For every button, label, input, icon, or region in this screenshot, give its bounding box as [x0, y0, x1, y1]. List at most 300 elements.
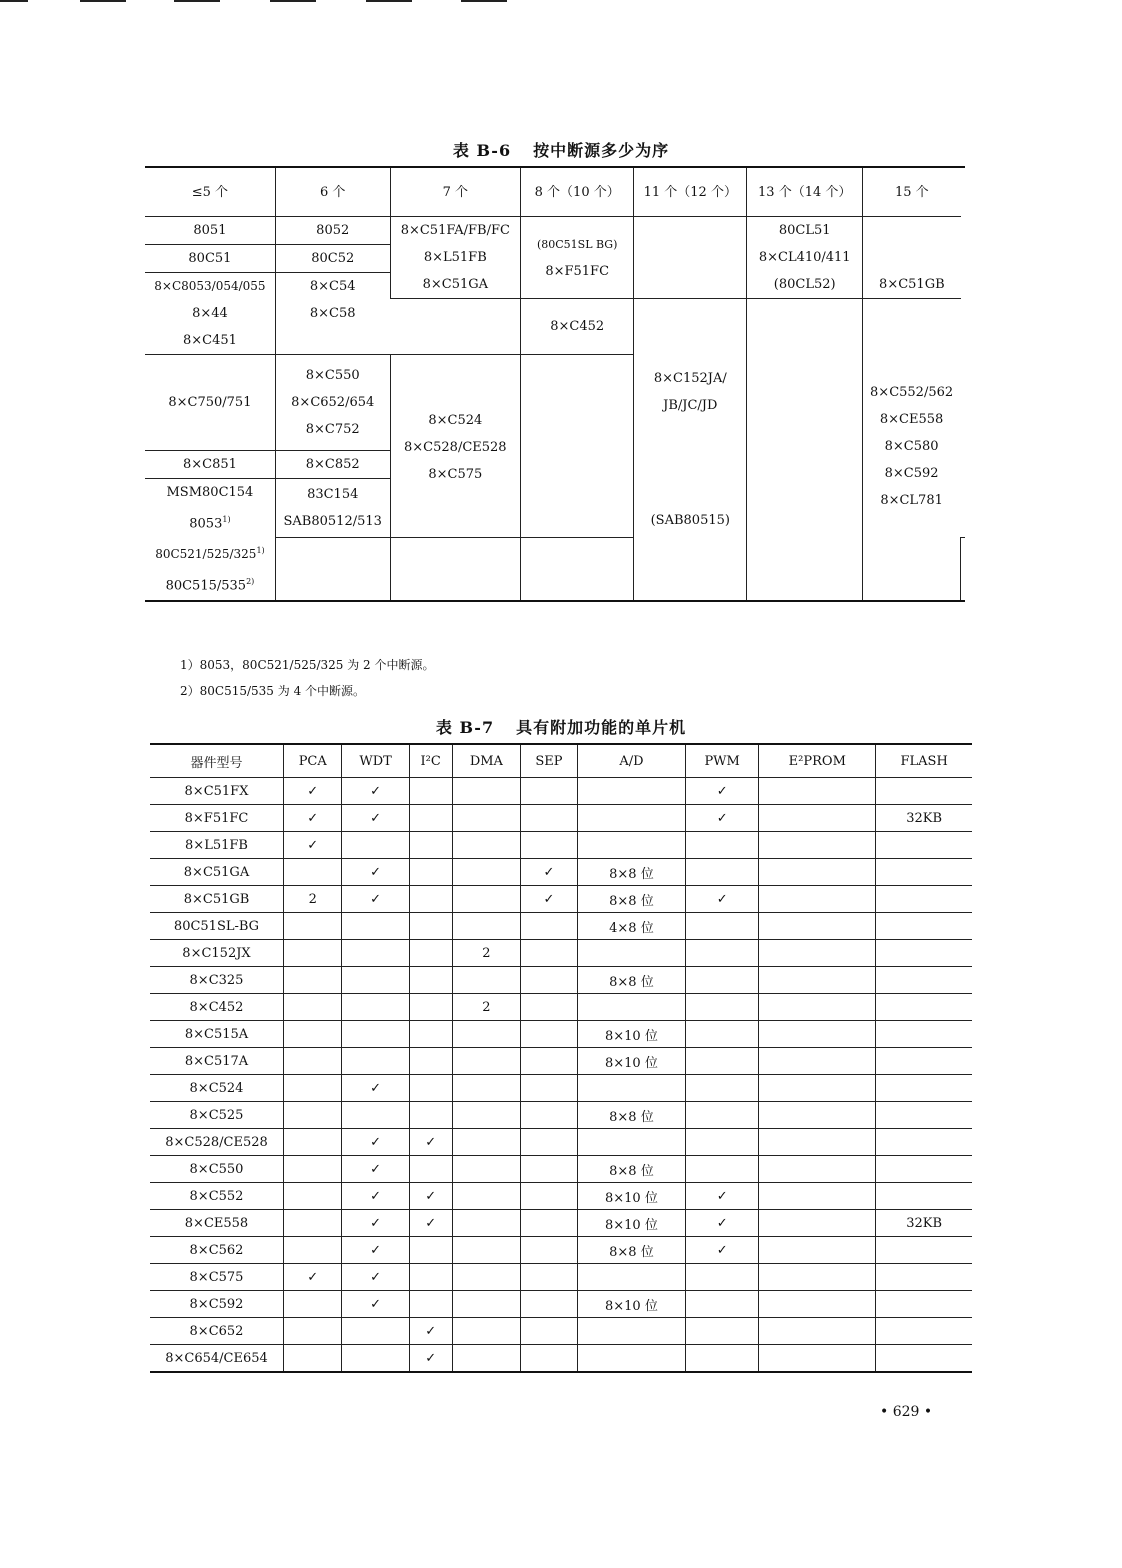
- t7-cell: [686, 1102, 759, 1129]
- t6-cell-empty: [521, 537, 634, 601]
- check-mark-cell: ✓: [342, 1075, 409, 1102]
- check-mark-cell: ✓: [342, 1291, 409, 1318]
- t7-cell: [342, 1048, 409, 1075]
- check-mark-cell: ✓: [284, 805, 342, 832]
- t7-model-cell: 8×C515A: [150, 1021, 284, 1048]
- t7-cell: [759, 778, 876, 805]
- table-row: [150, 1210, 972, 1237]
- t7-cell: [577, 805, 685, 832]
- t6-cell: 8×C452: [521, 299, 634, 355]
- check-mark-cell: ✓: [342, 1264, 409, 1291]
- t7-model-cell: 8×C325: [150, 967, 284, 994]
- table-b7-number: 表 B-7: [435, 718, 495, 737]
- t7-cell: [759, 1156, 876, 1183]
- t7-cell: 8×8 位: [577, 886, 685, 913]
- t7-cell: [284, 1102, 342, 1129]
- table-b6-caption: [0, 138, 1122, 161]
- t7-model-cell: 8×C654/CE654: [150, 1345, 284, 1373]
- t7-cell: [686, 832, 759, 859]
- t7-model-cell: 8×C652: [150, 1318, 284, 1345]
- t7-cell: [452, 859, 521, 886]
- t7-cell: [342, 940, 409, 967]
- t7-cell: [521, 940, 578, 967]
- t6-header-cell: 6 个: [275, 167, 390, 217]
- t7-cell: [759, 994, 876, 1021]
- table-row: [150, 886, 972, 913]
- table-row: [150, 913, 972, 940]
- t7-cell: [452, 1318, 521, 1345]
- t7-cell: [452, 913, 521, 940]
- t6-line: (80CL52): [773, 277, 836, 292]
- t7-cell: [409, 913, 452, 940]
- table-b6: [145, 166, 965, 602]
- t6-cell-c2-group: [275, 273, 390, 355]
- t7-model-cell: 8×C452: [150, 994, 284, 1021]
- t7-cell: 8×8 位: [577, 1156, 685, 1183]
- check-mark-cell: ✓: [342, 1210, 409, 1237]
- t6-line: 80CL51: [778, 223, 831, 238]
- t7-cell: [759, 886, 876, 913]
- t7-model-cell: 8×L51FB: [150, 832, 284, 859]
- t7-cell: [409, 1264, 452, 1291]
- t7-cell: [521, 967, 578, 994]
- t7-cell: [452, 1345, 521, 1373]
- t6-cell-empty: [961, 537, 966, 601]
- t6-cell: 8×C750/751: [145, 355, 275, 451]
- t6-line: 8×C58: [309, 306, 356, 321]
- t7-cell: [284, 1048, 342, 1075]
- t7-cell: [521, 805, 578, 832]
- t7-cell: [876, 778, 972, 805]
- t7-cell: [759, 1318, 876, 1345]
- t7-header-cell: SEP: [521, 744, 578, 778]
- t7-cell: [409, 1156, 452, 1183]
- t7-cell: [686, 1291, 759, 1318]
- t7-cell: [577, 778, 685, 805]
- t7-cell: [409, 940, 452, 967]
- t7-cell: [284, 1237, 342, 1264]
- t7-cell: [876, 859, 972, 886]
- t7-cell: [452, 1210, 521, 1237]
- t7-cell: [284, 994, 342, 1021]
- t7-cell: [452, 1048, 521, 1075]
- t7-model-cell: 8×C517A: [150, 1048, 284, 1075]
- t6-line: 8×C54: [309, 279, 356, 294]
- t7-cell: [452, 1156, 521, 1183]
- t7-cell: [342, 994, 409, 1021]
- t7-cell: [686, 940, 759, 967]
- t7-cell: 8×10 位: [577, 1183, 685, 1210]
- t6-cell-c2-group2: [275, 355, 390, 451]
- t7-cell: [452, 1237, 521, 1264]
- t7-cell: [521, 1237, 578, 1264]
- t7-cell: [452, 1021, 521, 1048]
- t7-cell: [409, 1075, 452, 1102]
- t7-cell: [409, 832, 452, 859]
- t6-line: JB/JC/JD: [663, 397, 718, 413]
- top-edge-marks: [0, 0, 1122, 4]
- t7-cell: [452, 1264, 521, 1291]
- t6-text: 8053: [189, 516, 223, 532]
- t7-model-cell: 8×C51FX: [150, 778, 284, 805]
- t6-line: 8×C552/562: [870, 385, 954, 400]
- t7-cell: [759, 1102, 876, 1129]
- check-mark-cell: ✓: [342, 1156, 409, 1183]
- t7-cell: [409, 859, 452, 886]
- t7-cell: 8×10 位: [577, 1210, 685, 1237]
- t6-footnote-mark: 2): [246, 577, 255, 587]
- t7-cell: [284, 1291, 342, 1318]
- t7-cell: [759, 832, 876, 859]
- t7-cell: [342, 1318, 409, 1345]
- table-b6-number: 表 B-6: [452, 141, 512, 160]
- t6-header-cell: 7 个: [390, 167, 520, 217]
- t7-cell: [521, 832, 578, 859]
- table-b6-title: 按中断源多少为序: [533, 141, 670, 160]
- t7-cell: [284, 1183, 342, 1210]
- t7-cell: [686, 913, 759, 940]
- t6-line-80c515: [147, 568, 273, 599]
- t7-cell: [876, 1183, 972, 1210]
- t7-cell: [876, 1345, 972, 1373]
- t7-header-cell: PCA: [284, 744, 342, 778]
- table-row: [150, 1291, 972, 1318]
- t7-cell: [759, 1183, 876, 1210]
- t6-cell-c1-group2: [145, 479, 275, 601]
- footnote-2: 2）80C515/535 为 4 个中断源。: [180, 684, 366, 698]
- t6-cell-empty: [390, 299, 520, 355]
- t7-cell: [521, 1183, 578, 1210]
- t6-cell-empty: [275, 537, 390, 601]
- t7-cell: [577, 1345, 685, 1373]
- t6-cell: 8×C852: [275, 451, 390, 479]
- t6-line: (SAB80515): [650, 512, 730, 528]
- t7-cell: [342, 967, 409, 994]
- t6-line: 8×C550: [305, 368, 360, 383]
- check-mark-cell: ✓: [409, 1210, 452, 1237]
- check-mark-cell: ✓: [521, 886, 578, 913]
- t7-cell: [521, 1075, 578, 1102]
- t6-line: 8×C51GB: [879, 277, 945, 292]
- check-mark-cell: ✓: [686, 886, 759, 913]
- t7-cell: [521, 778, 578, 805]
- t7-cell: [759, 805, 876, 832]
- t7-cell: [521, 1264, 578, 1291]
- t7-cell: [284, 1318, 342, 1345]
- check-mark-cell: ✓: [686, 1237, 759, 1264]
- t6-line: 8×C524: [428, 413, 483, 428]
- t7-cell: [876, 1048, 972, 1075]
- t7-cell: 8×10 位: [577, 1291, 685, 1318]
- t7-cell: 8×8 位: [577, 1102, 685, 1129]
- t7-cell: [521, 1210, 578, 1237]
- check-mark-cell: ✓: [284, 1264, 342, 1291]
- table-row: [150, 1183, 972, 1210]
- t7-model-cell: 8×C552: [150, 1183, 284, 1210]
- t7-cell: [342, 1345, 409, 1373]
- table-row: [150, 778, 972, 805]
- t7-header-cell: PWM: [686, 744, 759, 778]
- t7-model-cell: 8×C575: [150, 1264, 284, 1291]
- check-mark-cell: ✓: [409, 1129, 452, 1156]
- t6-cell: 80C51: [145, 245, 275, 273]
- t7-cell: [876, 1021, 972, 1048]
- t6-footnote-mark: 1): [222, 515, 231, 524]
- t6-cell-c3-group2: [390, 355, 520, 538]
- t7-cell: [686, 1048, 759, 1075]
- t7-cell: [577, 994, 685, 1021]
- table-row: [150, 832, 972, 859]
- check-mark-cell: ✓: [284, 832, 342, 859]
- check-mark-cell: ✓: [409, 1183, 452, 1210]
- t6-line: 8×CL410/411: [758, 250, 851, 265]
- t6-line: 8×C592: [884, 466, 939, 481]
- t7-cell: 8×8 位: [577, 859, 685, 886]
- t7-cell: [409, 1048, 452, 1075]
- t6-line: 8×C8053/054/055: [154, 279, 266, 293]
- t7-cell: [284, 1156, 342, 1183]
- table-row: [150, 1156, 972, 1183]
- t6-line: 8×C451: [182, 333, 237, 348]
- t7-cell: [452, 1291, 521, 1318]
- t7-header-cell: E²PROM: [759, 744, 876, 778]
- t6-line: 8×C575: [428, 467, 483, 482]
- t6-header-cell: 13 个（14 个）: [747, 167, 863, 217]
- t6-line: 8×C152JA/: [653, 370, 727, 386]
- t6-cell: 8052: [275, 217, 390, 245]
- t7-cell: [686, 1264, 759, 1291]
- t6-line: 8×44: [192, 306, 228, 321]
- t6-header-cell: 15 个: [863, 167, 961, 217]
- t7-cell: [876, 1237, 972, 1264]
- t6-cell: 8051: [145, 217, 275, 245]
- t6-cell-c2-group3: [275, 479, 390, 538]
- t7-cell: [876, 940, 972, 967]
- t7-cell: [284, 1210, 342, 1237]
- t7-cell: [452, 1183, 521, 1210]
- t6-cell-empty: [747, 299, 863, 601]
- table-row: [150, 1264, 972, 1291]
- t7-cell: [876, 994, 972, 1021]
- t6-text: 80C515/535: [165, 578, 247, 594]
- t7-cell: [876, 1318, 972, 1345]
- table-row: [150, 1075, 972, 1102]
- table-b7-caption: [0, 715, 1122, 738]
- t6-header-cell: 8 个（10 个）: [521, 167, 634, 217]
- t7-cell: [521, 1156, 578, 1183]
- check-mark-cell: ✓: [342, 1129, 409, 1156]
- t7-cell: [409, 1102, 452, 1129]
- t6-line: 8×C752: [305, 422, 360, 437]
- t7-cell: [284, 940, 342, 967]
- t7-model-cell: 8×C51GA: [150, 859, 284, 886]
- table-row: [150, 967, 972, 994]
- t6-cell-c1-group: [145, 273, 275, 355]
- t7-cell: [284, 1345, 342, 1373]
- t7-header-cell: FLASH: [876, 744, 972, 778]
- check-mark-cell: ✓: [521, 859, 578, 886]
- t7-cell: [409, 1021, 452, 1048]
- check-mark-cell: ✓: [342, 1183, 409, 1210]
- table-row: [150, 859, 972, 886]
- t7-cell: [521, 1345, 578, 1373]
- t7-model-cell: 8×C524: [150, 1075, 284, 1102]
- t7-cell: [452, 967, 521, 994]
- t7-cell: [284, 967, 342, 994]
- t6-cell-c3-group1: [390, 217, 520, 299]
- t6-cell-empty: [634, 217, 747, 299]
- t7-cell: [686, 994, 759, 1021]
- check-mark-cell: ✓: [686, 778, 759, 805]
- t7-cell: 8×10 位: [577, 1021, 685, 1048]
- t6-header-cell: ≤5 个: [145, 167, 275, 217]
- t7-cell: [452, 805, 521, 832]
- t7-cell: [284, 1129, 342, 1156]
- t6-line: 8×C51GA: [422, 277, 489, 292]
- check-mark-cell: ✓: [342, 1237, 409, 1264]
- t7-cell: [284, 859, 342, 886]
- t6-line: 8×F51FC: [545, 263, 610, 279]
- t7-cell: 2: [452, 994, 521, 1021]
- check-mark-cell: ✓: [686, 805, 759, 832]
- table-row: [150, 1102, 972, 1129]
- t7-header-model: 器件型号: [150, 744, 284, 778]
- t7-cell: 32KB: [876, 805, 972, 832]
- t6-line: 8×CL781: [880, 493, 943, 508]
- table-row: [145, 217, 965, 245]
- table-row: [150, 1129, 972, 1156]
- t7-cell: [409, 778, 452, 805]
- t7-cell: [686, 1345, 759, 1373]
- t7-cell: 4×8 位: [577, 913, 685, 940]
- t7-cell: [759, 940, 876, 967]
- check-mark-cell: ✓: [342, 805, 409, 832]
- t7-cell: 8×8 位: [577, 1237, 685, 1264]
- table-row: [150, 1318, 972, 1345]
- t6-cell-c7-group2: [863, 299, 961, 601]
- t7-cell: [759, 1021, 876, 1048]
- t6-line: 8×C652/654: [291, 395, 375, 410]
- t7-cell: [452, 886, 521, 913]
- t7-cell: [521, 1318, 578, 1345]
- t7-cell: [759, 1048, 876, 1075]
- t6-line: 83C154: [307, 486, 359, 502]
- t7-cell: [342, 1102, 409, 1129]
- t7-cell: [759, 913, 876, 940]
- t7-cell: [342, 832, 409, 859]
- table-b7-title: 具有附加功能的单片机: [516, 718, 687, 737]
- t6-cell-c7-group1: [863, 217, 961, 299]
- t6-line: 8×CE558: [879, 412, 944, 427]
- t7-cell: [686, 967, 759, 994]
- table-row: [150, 1345, 972, 1373]
- t7-cell: [876, 886, 972, 913]
- t6-line: MSM80C154: [166, 485, 254, 500]
- t6-cell-empty: [390, 537, 520, 601]
- t6-cell-empty: [521, 355, 634, 538]
- t7-cell: [452, 778, 521, 805]
- table-row: [150, 1048, 972, 1075]
- t7-cell: [686, 1156, 759, 1183]
- t7-cell: [452, 1102, 521, 1129]
- t7-cell: [759, 967, 876, 994]
- t7-cell: [686, 1021, 759, 1048]
- t6-cell-c4-group1: [521, 217, 634, 299]
- t6-cell: 8×C851: [145, 451, 275, 479]
- t7-cell: [342, 913, 409, 940]
- table-row: [150, 994, 972, 1021]
- t6-line: (80C51SL BG): [536, 237, 618, 251]
- t7-cell: [452, 1075, 521, 1102]
- table-row: [150, 1021, 972, 1048]
- t7-cell: [876, 1291, 972, 1318]
- t6-line: 8×C51FA/FB/FC: [400, 223, 510, 238]
- t6-cell-c6-group1: [747, 217, 863, 299]
- t7-cell: [409, 805, 452, 832]
- t6-line: 8×C580: [884, 439, 939, 454]
- t6-line-8053: [147, 506, 273, 537]
- t7-cell: 8×8 位: [577, 967, 685, 994]
- t7-cell: [521, 1291, 578, 1318]
- table-b7-header-row: [150, 744, 972, 778]
- t7-model-cell: 8×C525: [150, 1102, 284, 1129]
- t7-cell: 32KB: [876, 1210, 972, 1237]
- check-mark-cell: ✓: [342, 859, 409, 886]
- t7-cell: [577, 832, 685, 859]
- t7-model-cell: 8×C528/CE528: [150, 1129, 284, 1156]
- t7-cell: [284, 1075, 342, 1102]
- t7-cell: [409, 967, 452, 994]
- t6-header-cell: 11 个（12 个）: [634, 167, 747, 217]
- t7-cell: [521, 1102, 578, 1129]
- t7-cell: [521, 1021, 578, 1048]
- table-row: [150, 1237, 972, 1264]
- t7-cell: [452, 1129, 521, 1156]
- t7-cell: 2: [452, 940, 521, 967]
- t7-model-cell: 8×F51FC: [150, 805, 284, 832]
- t7-cell: [686, 859, 759, 886]
- t7-cell: [521, 913, 578, 940]
- t7-cell: [577, 1264, 685, 1291]
- t7-cell: [409, 994, 452, 1021]
- t7-cell: [521, 994, 578, 1021]
- t7-cell: [521, 1048, 578, 1075]
- table-row: [150, 805, 972, 832]
- t7-cell: [876, 1075, 972, 1102]
- t7-cell: [284, 913, 342, 940]
- t6-line: SAB80512/513: [283, 513, 382, 529]
- t7-cell: [521, 1129, 578, 1156]
- table-row: [150, 940, 972, 967]
- t7-cell: [759, 1345, 876, 1373]
- t7-cell: [876, 1102, 972, 1129]
- t7-cell: [452, 832, 521, 859]
- check-mark-cell: ✓: [342, 778, 409, 805]
- t7-cell: [759, 1075, 876, 1102]
- t7-cell: [876, 1129, 972, 1156]
- t7-model-cell: 80C51SL-BG: [150, 913, 284, 940]
- check-mark-cell: ✓: [409, 1318, 452, 1345]
- t6-text: 80C521/525/325: [155, 547, 257, 562]
- t7-cell: [577, 1075, 685, 1102]
- table-b7: [150, 743, 972, 1373]
- t7-model-cell: 8×C152JX: [150, 940, 284, 967]
- t7-cell: [342, 1021, 409, 1048]
- t7-cell: [876, 832, 972, 859]
- t7-model-cell: 8×C592: [150, 1291, 284, 1318]
- check-mark-cell: ✓: [284, 778, 342, 805]
- t7-cell: [284, 1021, 342, 1048]
